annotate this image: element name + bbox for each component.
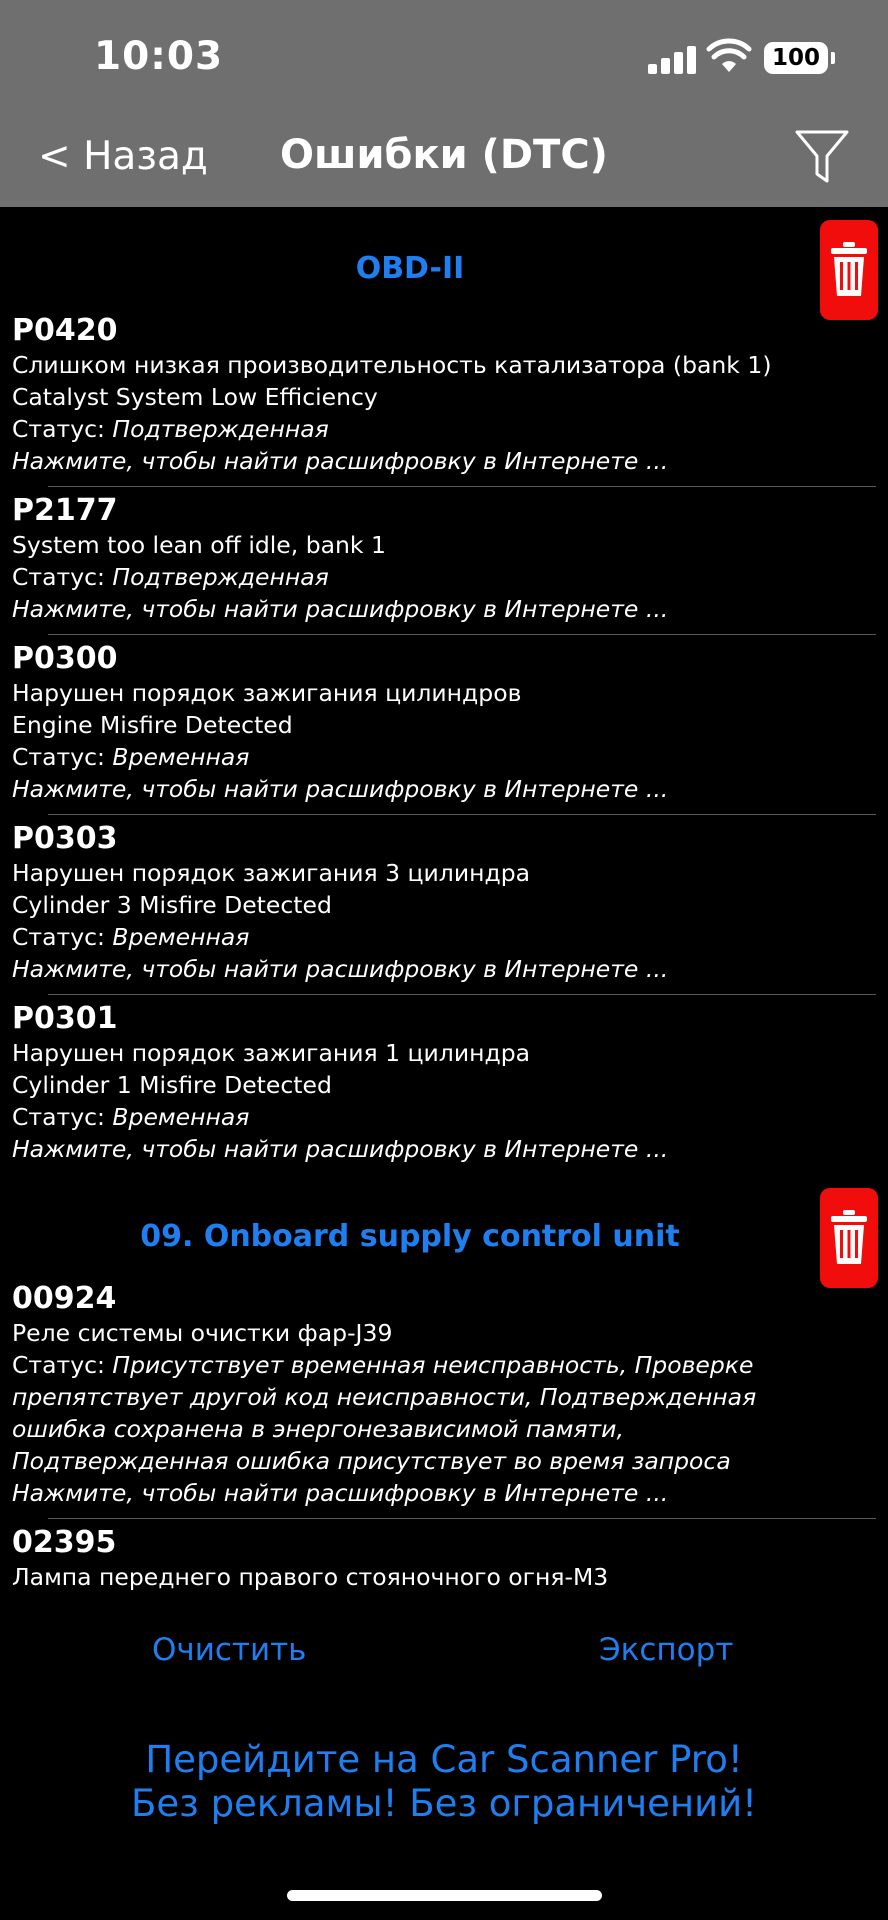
dtc-description: Нарушен порядок зажигания 1 цилиндра [12, 1039, 531, 1067]
dtc-status-value: Подтвержденная [112, 415, 329, 443]
dtc-status-value: Временная [112, 1103, 250, 1131]
dtc-status [12, 1101, 876, 1133]
home-indicator [287, 1890, 602, 1901]
section-title: OBD-II [355, 251, 465, 286]
navigation-bar [0, 110, 888, 207]
dtc-status [12, 561, 876, 593]
dtc-description: Cylinder 3 Misfire Detected [12, 891, 332, 919]
dtc-code: P0300 [12, 641, 118, 676]
promo-banner[interactable] [0, 1738, 888, 1826]
dtc-code: 00924 [12, 1281, 117, 1316]
page-title: Ошибки (DTC) [280, 132, 608, 178]
dtc-code: P2177 [12, 493, 118, 528]
dtc-status [12, 413, 876, 445]
dtc-description: Catalyst System Low Efficiency [12, 383, 378, 411]
dtc-description: Engine Misfire Detected [12, 711, 293, 739]
dtc-status-label: Статус: [12, 923, 113, 951]
status-time: 10:03 [94, 34, 224, 79]
section-header [0, 1175, 888, 1275]
battery-cap [831, 52, 835, 64]
dtc-status-value: Временная [112, 743, 250, 771]
cellular-signal-icon [648, 46, 696, 74]
dtc-list[interactable] [0, 207, 888, 1591]
delete-section-button[interactable] [820, 1188, 878, 1288]
dtc-status [12, 921, 876, 953]
dtc-list-item[interactable] [0, 995, 888, 1175]
dtc-description: Слишком низкая производительность катализатора (bank 1) [12, 351, 772, 379]
wifi-icon [708, 40, 750, 74]
dtc-status [12, 741, 876, 773]
dtc-status [12, 1349, 842, 1477]
bottom-toolbar [0, 1620, 888, 1680]
dtc-status-label: Статус: [12, 1351, 113, 1379]
dtc-list-item[interactable] [0, 635, 888, 815]
dtc-list-item[interactable] [0, 307, 888, 487]
dtc-list-item[interactable] [0, 487, 888, 635]
dtc-status-value: Временная [112, 923, 250, 951]
dtc-description: Нарушен порядок зажигания 3 цилиндра [12, 859, 531, 887]
dtc-search-link[interactable]: Нажмите, чтобы найти расшифровку в Интернете ... [12, 447, 669, 475]
dtc-code: P0301 [12, 1001, 118, 1036]
delete-section-button[interactable] [820, 220, 878, 320]
section-title: 09. Onboard supply control unit [140, 1219, 680, 1254]
dtc-description: System too lean off idle, bank 1 [12, 531, 386, 559]
promo-line-2[interactable]: Без рекламы! Без ограничений! [130, 1782, 758, 1825]
trash-icon [831, 242, 867, 296]
dtc-code: P0303 [12, 821, 118, 856]
status-bar [0, 0, 888, 110]
dtc-code: P0420 [12, 313, 118, 348]
dtc-status-label: Статус: [12, 563, 113, 591]
dtc-status-label: Статус: [12, 743, 113, 771]
dtc-list-item[interactable] [0, 815, 888, 995]
section-header [0, 207, 888, 307]
dtc-description: Нарушен порядок зажигания цилиндров [12, 679, 522, 707]
dtc-list-item[interactable] [0, 1519, 888, 1603]
dtc-status-label: Статус: [12, 1103, 113, 1131]
dtc-list-item[interactable] [0, 1275, 888, 1519]
trash-icon [831, 1210, 867, 1264]
filter-icon[interactable] [794, 128, 850, 186]
dtc-code: 02395 [12, 1525, 117, 1560]
dtc-search-link[interactable]: Нажмите, чтобы найти расшифровку в Интернете ... [12, 775, 669, 803]
dtc-description: Реле системы очистки фар-J39 [12, 1319, 393, 1347]
export-button[interactable]: Экспорт [599, 1632, 734, 1668]
clear-button[interactable]: Очистить [152, 1632, 307, 1668]
dtc-status-label: Статус: [12, 415, 113, 443]
promo-line-1[interactable]: Перейдите на Car Scanner Pro! [145, 1738, 743, 1781]
dtc-description: Лампа переднего правого стояночного огня-M3 [12, 1563, 609, 1591]
battery-level: 100 [771, 45, 820, 71]
dtc-search-link[interactable]: Нажмите, чтобы найти расшифровку в Интернете ... [12, 1479, 669, 1507]
dtc-search-link[interactable]: Нажмите, чтобы найти расшифровку в Интернете ... [12, 1135, 669, 1163]
battery-icon [764, 42, 828, 74]
dtc-search-link[interactable]: Нажмите, чтобы найти расшифровку в Интернете ... [12, 595, 669, 623]
dtc-status-value: Подтвержденная [112, 563, 329, 591]
dtc-description: Cylinder 1 Misfire Detected [12, 1071, 332, 1099]
back-button[interactable]: < Назад [38, 134, 208, 179]
dtc-search-link[interactable]: Нажмите, чтобы найти расшифровку в Интернете ... [12, 955, 669, 983]
dtc-status-value: Присутствует временная неисправность, Проверке препятствует другой код неисправности, Подтвержденная ошибка сохранена в энергонезависимой памяти, Подтвержденная ошибка присутствует во время запроса [12, 1351, 757, 1475]
